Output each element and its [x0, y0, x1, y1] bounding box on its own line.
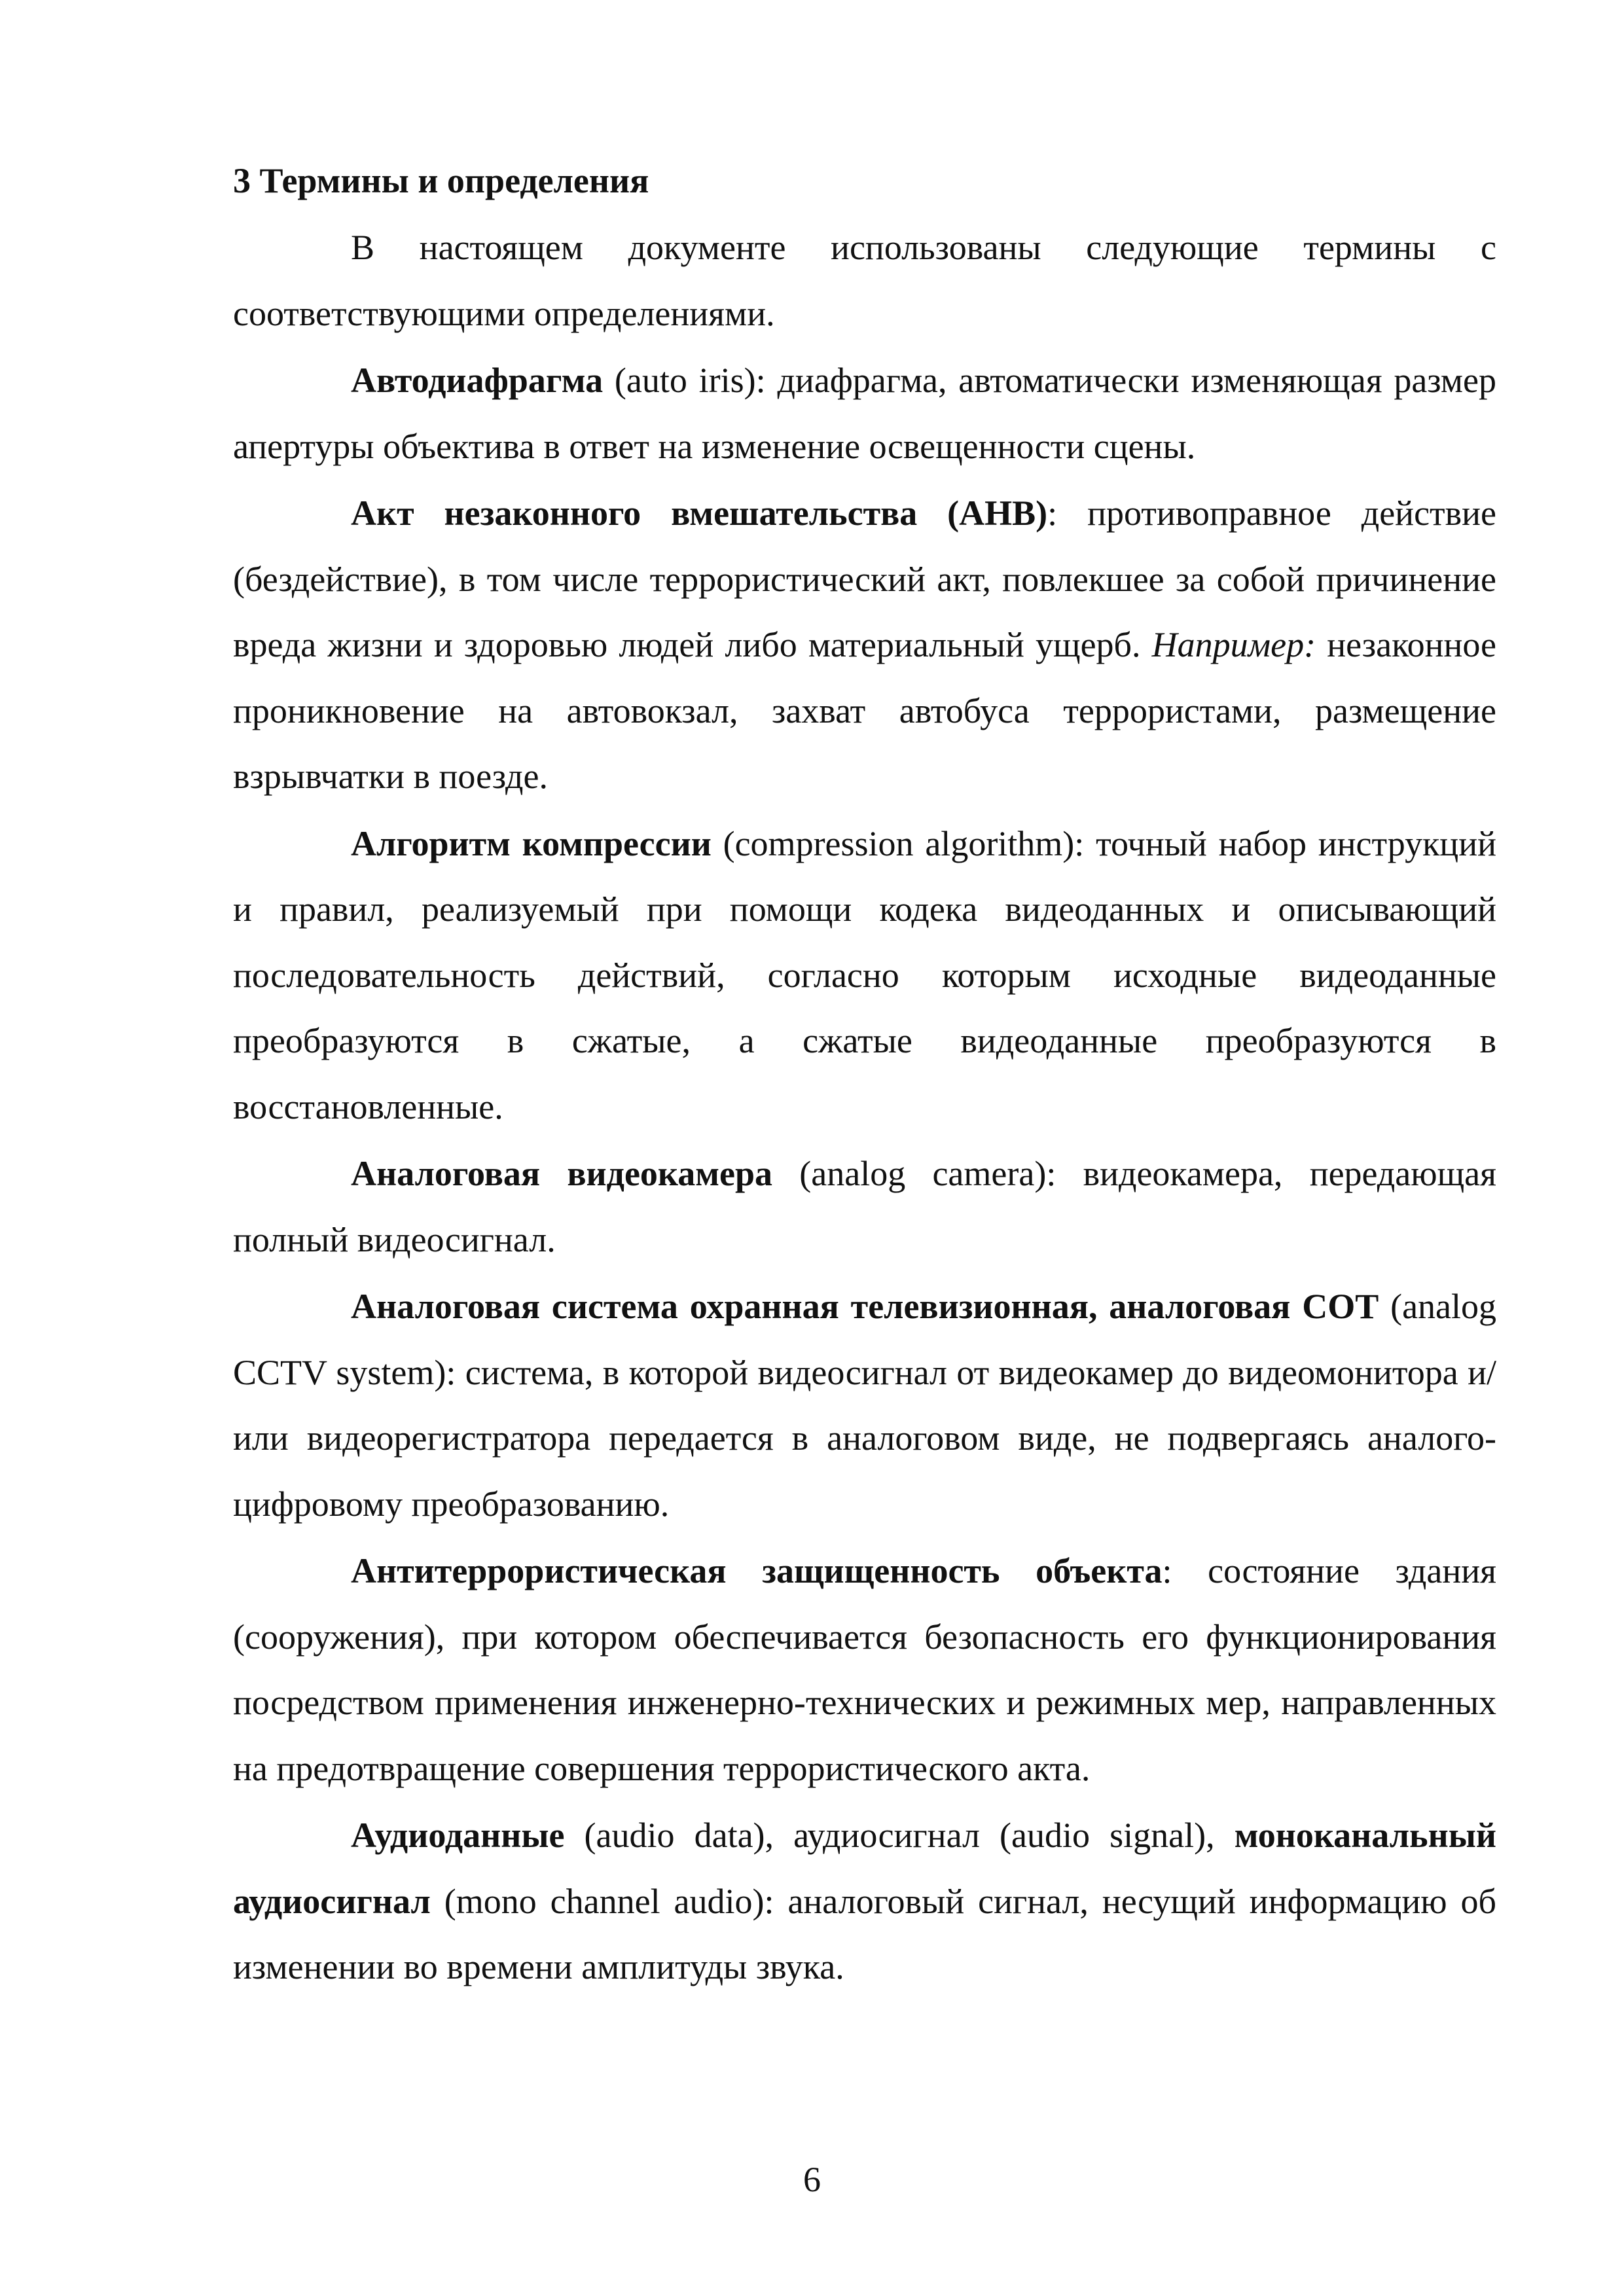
term-english-secondary: (mono channel audio) [430, 1881, 765, 1921]
term-label: Автодиафрагма [351, 361, 604, 400]
term-label: Аудиоданные [351, 1816, 565, 1855]
definition-auto-iris [233, 348, 1496, 479]
term-definition: : точный набор инструкций и правил, реализуемый при помощи кодека видеоданных и описывающий последовательность действий, согласно которым исходные видеоданные преобразуются в сжатые, а сжатые видеоданные преобразуются в восстановленные. [233, 823, 1496, 1126]
term-label-secondary: моноканальный аудиосигнал [233, 1816, 1496, 1921]
term-english: (compression algorithm) [711, 823, 1075, 863]
definition-antiterror-protection [233, 1538, 1496, 1801]
definition-analog-camera [233, 1141, 1496, 1272]
term-definition: : аналоговый сигнал, несущий информацию об изменении во времени амплитуды звука. [233, 1881, 1496, 1986]
term-definition: : состояние здания (сооружения), при котором обеспечивается безопасность его функционирования посредством применения инженерно-технических и режимных мер, направленных на предотвращение совершения террористического акта. [233, 1551, 1496, 1788]
definition-analog-cctv-system [233, 1274, 1496, 1537]
page-number: 6 [803, 2160, 821, 2199]
example-text: незаконное проникновение на автовокзал, захват автобуса террористами, размещение взрывчатки в поезде. [233, 625, 1496, 796]
term-label: Аналоговая система охранная телевизионная, аналоговая СОТ [351, 1287, 1379, 1326]
term-definition: : видеокамера, передающая полный видеосигнал. [233, 1154, 1496, 1259]
term-label: Аналоговая видеокамера [351, 1154, 772, 1193]
term-english: (audio data), аудиосигнал (audio signal), [564, 1816, 1235, 1855]
term-definition: : система, в которой видеосигнал от видеокамер до видеомонитора и/или видеорегистратора передается в аналоговом виде, не подвергаясь аналого-цифровому преобразованию. [233, 1352, 1497, 1524]
section-heading: 3 Термины и определения [233, 161, 649, 200]
example-label: Например: [1151, 625, 1316, 664]
document-page [233, 148, 1496, 2001]
term-label: Антитеррористическая защищенность объекта [351, 1551, 1163, 1590]
term-label: Алгоритм компрессии [351, 823, 712, 863]
term-english: (analog camera) [772, 1154, 1047, 1193]
term-english: (analog CCTV system) [233, 1287, 1497, 1392]
term-label: Акт незаконного вмешательства (АНВ) [351, 493, 1048, 533]
term-definition: : противоправное действие (бездействие), в том числе террористический акт, повлекшее за собой причинение вреда жизни и здоровью людей либо материальный ущерб. [233, 493, 1496, 664]
intro-paragraph: В настоящем документе использованы следующие термины с соответствующими определениями. [233, 228, 1496, 333]
definition-audio-data [233, 1803, 1496, 2000]
definition-anv [233, 480, 1496, 810]
term-english: (auto iris) [603, 361, 756, 400]
definition-compression-algorithm [233, 811, 1496, 1140]
term-definition: : диафрагма, автоматически изменяющая размер апертуры объектива в ответ на изменение освещенности сцены. [233, 361, 1496, 466]
